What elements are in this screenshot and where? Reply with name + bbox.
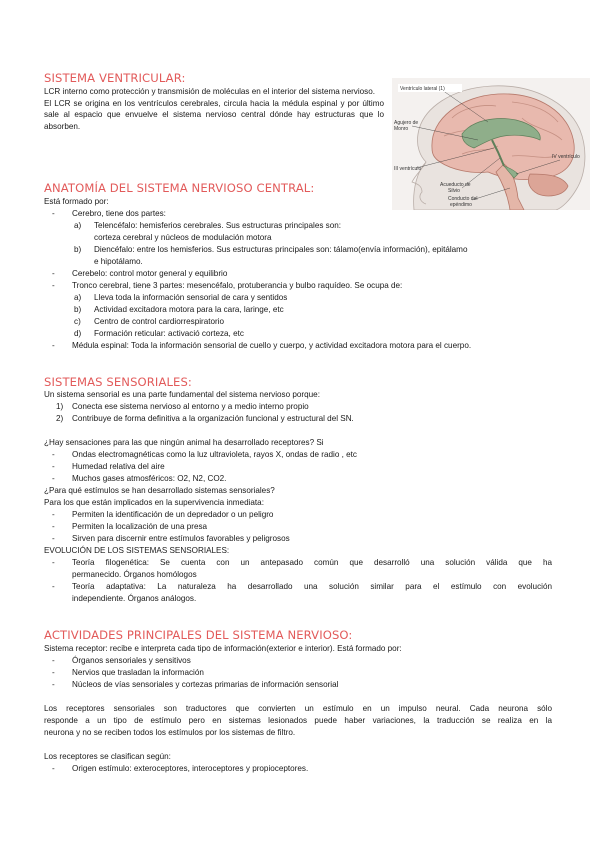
heading-actividades: ACTIVIDADES PRINCIPALES DEL SISTEMA NERVIOSO:	[44, 628, 353, 642]
sensoriales-question-2-intro: Para los que están implicados en la supervivencia inmediata:	[44, 498, 264, 507]
label-iii-ventriculo: III ventrículo	[394, 166, 422, 172]
evolucion-item-line: independiente. Órganos análogos.	[72, 594, 197, 603]
brain-illustration	[392, 78, 590, 210]
sensoriales-question-2: ¿Para qué estímulos se han desarrollado sistemas sensoriales?	[44, 486, 275, 495]
label-ventriculo-lateral: Ventrículo lateral (1)	[400, 86, 445, 92]
ventricular-paragraph-1: LCR interno como protección y transmisión de moléculas en el interior del sistema nervioso.	[44, 87, 376, 96]
heading-anatomia: ANATOMÍA DEL SISTEMA NERVIOSO CENTRAL:	[44, 181, 315, 195]
label-acueducto-2: Silvio	[448, 188, 460, 194]
ventricular-system-figure	[392, 78, 590, 210]
evolucion-item-line: Teoría adaptativa: La naturaleza ha desarrollado una solución similar para el estímulo con evolución	[72, 582, 552, 591]
heading-sistema-ventricular: SISTEMA VENTRICULAR:	[44, 71, 186, 85]
receptores-paragraph-line: neurona y no se reciben todos los estímulos por los sistemas de filtro.	[44, 728, 296, 737]
ventricular-paragraph-2: El LCR se origina en los ventrículos cerebrales, circula hacia la médula espinal y por último sale al espacio que envuelve el sistema nervioso central dónde hay estructuras que lo absorben.	[44, 98, 384, 131]
receptores-paragraph-line: responde a un tipo de estímulo pero en sistemas lesionados puede haber variaciones, la traducción se realiza en la	[44, 716, 552, 725]
label-agujero-monro-2: Monro	[394, 126, 409, 132]
evolucion-item-line: permanecido. Órganos homólogos	[72, 570, 197, 579]
label-acueducto-1: Acueducto de	[440, 182, 471, 188]
sensoriales-question-1: ¿Hay sensaciones para las que ningún animal ha desarrollado receptores? Si	[44, 438, 324, 447]
label-conducto-2: epéndimo	[450, 202, 472, 208]
label-agujero-monro-1: Agujero de	[394, 120, 419, 126]
evolucion-item-line: Teoría filogenética: Se cuenta con un antepasado común que desarrolló una solución válida que ha	[72, 558, 552, 567]
heading-sistemas-sensoriales: SISTEMAS SENSORIALES:	[44, 375, 192, 389]
anatomia-intro: Está formado por:	[44, 197, 109, 206]
receptores-paragraph-line: Los receptores sensoriales son traductores que convierten un estímulo en un impulso neural. Cada neurona sólo	[44, 704, 552, 713]
evolucion-heading: EVOLUCIÓN DE LOS SISTEMAS SENSORIALES:	[44, 546, 230, 555]
label-iv-ventriculo: IV ventrículo	[552, 154, 580, 160]
ventricular-text	[44, 86, 384, 132]
document-page: SISTEMA VENTRICULAR: LCR interno como protección y transmisión de moléculas en el interior del sistema nervioso. El LCR se origina en los ventrículos cerebrales, circula hacia la médula espinal y por último sale al espacio que envuelve el sistema nervioso central dónde hay estructuras que lo absorben. Ventrículo lateral (1) Agujero de Monro III ventrículo IV ventrículo Acueducto de Silvio Conducto del epéndimo ANATOMÍA DEL SISTEMA NERVIOSO CENTRAL: Está formado por: - Cerebro, tiene dos partes: a) Telencéfalo: hemisferios cerebrales. Sus estructuras principales son: corteza cerebral y núcleos de modulación motora b) Diencéfalo: entre los hemisferios. Sus estructuras principales son: tálamo(envía información), epitálamo e hipotálamo. - Cerebelo: control motor general y equilibrio - Tronco cerebral, tiene 3 partes: mesencéfalo, protuberancia y bulbo raquídeo. Se ocupa de: a) Lleva toda la información sensorial de cara y sentidos b) Actividad excitadora motora para la cara, laringe, etc c) Centro de control cardiorrespiratorio d) Formación reticular: activació corteza, etc - Médula espinal: Toda la información sensorial de cuello y cuerpo, y actividad excitadora motora para el cuerpo. SISTEMAS SENSORIALES: Un sistema sensorial es una parte fundamental del sistema nervioso porque: 1) Conecta ese sistema nervioso al entorno y a medio interno propio 2) Contribuye de forma definitiva a la organización funcional y estructural del SN. ¿Hay sensaciones para las que ningún animal ha desarrollado receptores? Si - Ondas electromagnéticas como la luz ultravioleta, rayos X, ondas de radio , etc - Humedad relativa del aire - Muchos gases atmosféricos: O2, N2, CO2. ¿Para qué estímulos se han desarrollado sistemas sensoriales? Para los que están implicados en la supervivencia inmediata: - Permiten la identificación de un depredador o un peligro - Permiten la localización de una presa - Sirven para discernir entre estímulos favorables y peligrosos EVOLUCIÓN DE LOS SISTEMAS SENSORIALES: - Teoría filogenética: Se cuenta con un antepasado común que desarrolló una solución válida que ha permanecido. Órganos homólogos - Teoría adaptativa: La naturaleza ha desarrollado una solución similar para el estímulo con evolución independiente. Órganos análogos. ACTIVIDADES PRINCIPALES DEL SISTEMA NERVIOSO: Sistema receptor: recibe e interpreta cada tipo de información(exterior e interior). Está formado por: - Órganos sensoriales y sensitivos - Nervios que trasladan la información - Núcleos de vías sensoriales y cortezas primarias de información sensorial Los receptores sensoriales son traductores que convierten un estímulo en un impulso neural. Cada neurona sólo responde a un tipo de estímulo pero en sistemas lesionados puede haber variaciones, la traducción se realiza en la neurona y no se reciben todos los estímulos por los sistemas de filtro. Los receptores se clasifican según: - Origen estímulo: exteroceptores, interoceptores y propioceptores.	[0, 0, 600, 848]
clasificacion-intro: Los receptores se clasifican según:	[44, 752, 171, 761]
label-conducto-1: Conducto del	[448, 196, 478, 202]
sensoriales-intro: Un sistema sensorial es una parte fundamental del sistema nervioso porque:	[44, 390, 320, 399]
actividades-intro: Sistema receptor: recibe e interpreta cada tipo de información(exterior e interior). Está formado por:	[44, 644, 402, 653]
